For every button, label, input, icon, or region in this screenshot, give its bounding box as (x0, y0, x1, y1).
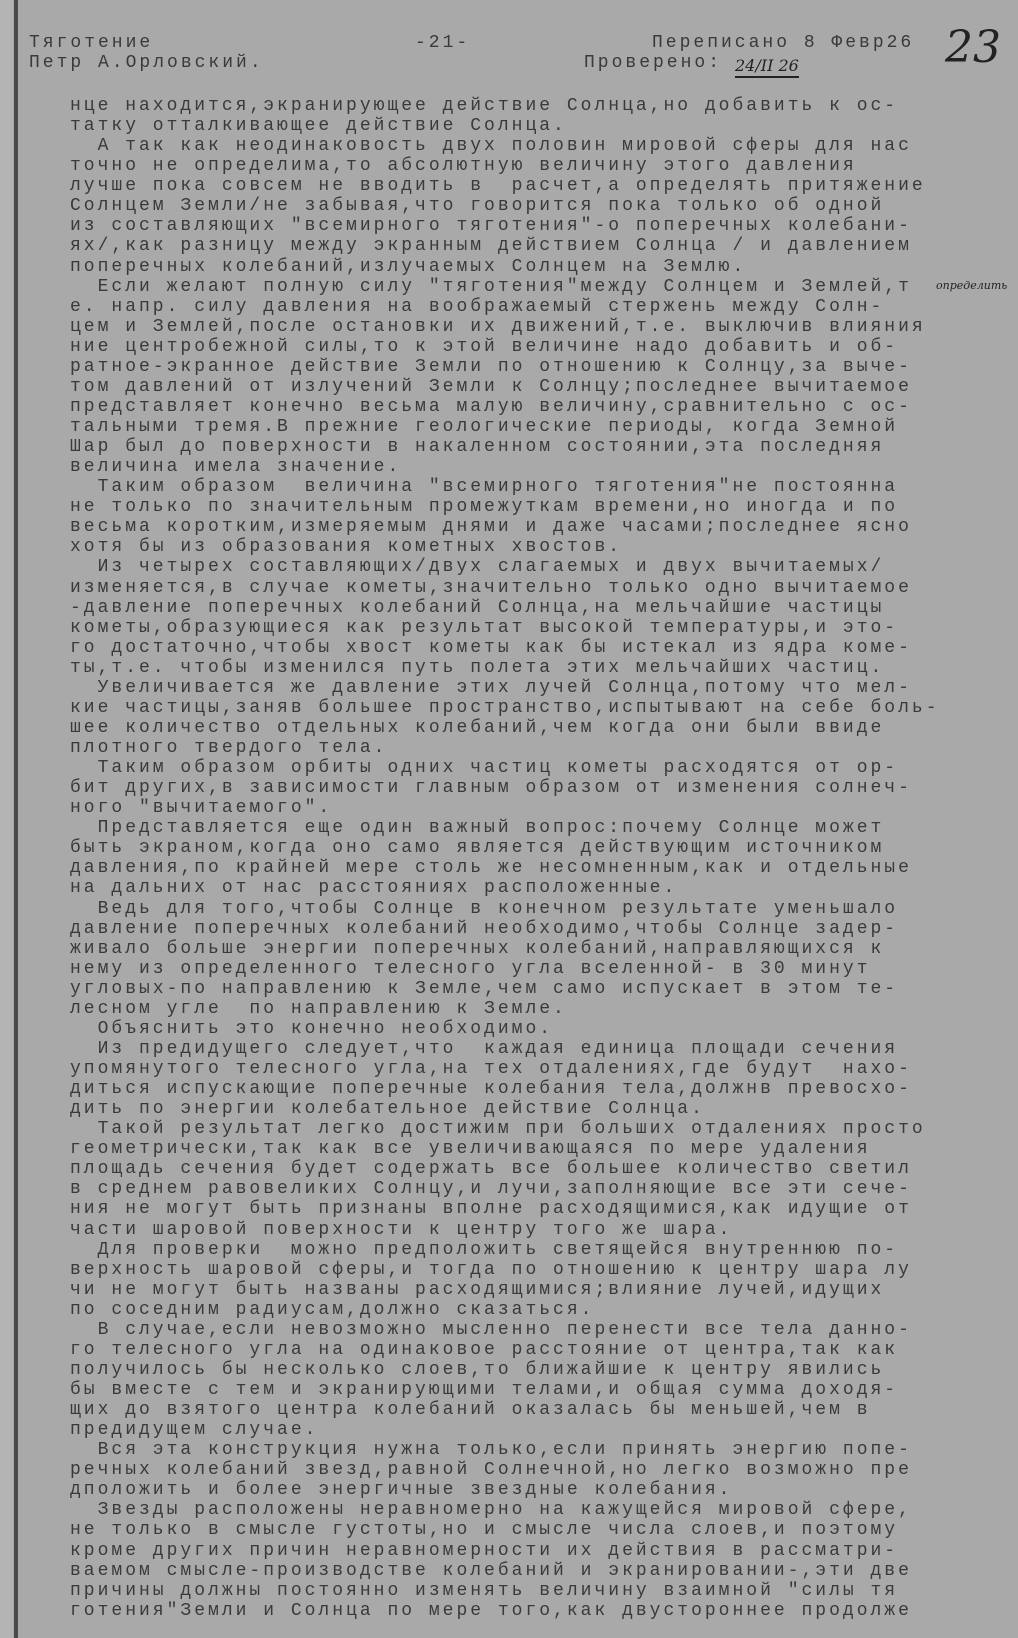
text-line: щих до взятого центра колебаний оказалась бы меньшей,чем в (70, 1400, 871, 1421)
text-line: Ведь для того,чтобы Солнце в конечном результате уменьшало (70, 898, 899, 919)
text-line: не только в смысле густоты,но и смысле числа слоев,и поэтому (70, 1520, 899, 1541)
text-line: угловых-по направлению к Земле,чем само испускает в этом те- (70, 978, 899, 999)
page-edge (0, 0, 13, 1638)
text-line: ного "вычитаемого". (70, 798, 333, 819)
text-line: части шаровой поверхности к центру того же шара. (70, 1219, 733, 1240)
text-line: Таким образом величина "всемирного тяготения"не постоянна (70, 477, 899, 498)
text-line: кие частицы,заняв большее пространство,испытывают на себе боль- (70, 697, 940, 718)
text-line: получилось бы несколько слоев,то ближайшие к центру явились (70, 1359, 885, 1380)
text-line: Солнцем Земли/не забывая,что говорится пока только об одной (70, 196, 885, 217)
text-line: нце находится,экранирующее действие Солнца,но добавить к ос- (70, 96, 899, 116)
text-line: ты,т.е. чтобы изменился путь полета этих мельчайших частиц. (70, 657, 885, 678)
text-line: кометы,образующиеся как результат высокой температуры,и это- (70, 617, 899, 638)
text-line: том давлений от излучений Земли к Солнцу;последнее вычитаемое (70, 376, 912, 397)
text-line: татку отталкивающее действие Солнца. (70, 116, 567, 137)
text-line: го достаточно,чтобы хвост кометы как бы истекал из ядра коме- (70, 637, 912, 658)
text-line: Представляется еще один важный вопрос:почему Солнце может (70, 818, 885, 839)
text-line: представляет конечно весьма малую величину,сравнительно с ос- (70, 396, 912, 417)
text-line: Такой результат легко достижим при больших отдалениях просто (70, 1119, 926, 1140)
text-line: величина имела значение. (70, 457, 402, 478)
text-line: дположить и более энергичные звездные колебания. (70, 1480, 733, 1501)
text-line: ния не могут быть признаны вполне расходящимися,как идущие от (70, 1199, 912, 1220)
copied-date: Переписано 8 Февр26 (652, 33, 915, 53)
text-line: ние центробежной силы,то к этой величине надо добавить и об- (70, 336, 899, 357)
text-line: бит других,в зависимости главным образом от изменения солнеч- (70, 778, 912, 799)
text-line: кроме других причин неравномерности их действия в рассматри- (70, 1540, 899, 1561)
checked-label: Проверено: (584, 53, 723, 73)
text-line: Звезды расположены неравномерно на кажущейся мировой сфере, (70, 1500, 912, 1521)
text-line: дить по энергии колебательное действие Солнца. (70, 1099, 705, 1120)
text-line: хотя бы из образования кометных хвостов. (70, 537, 623, 558)
text-line: площадь сечения будет содержать все большее количество светил (70, 1159, 912, 1180)
text-line: В случае,если невозможно мысленно перенести все тела данно- (70, 1319, 912, 1340)
text-line: быть экраном,когда оно само является действующим источником (70, 838, 885, 859)
text-line: е. напр. силу давления на воображаемый стержень между Солн- (70, 296, 885, 317)
text-line: Шар был до поверхности в накаленном состоянии,эта последняя (70, 437, 885, 458)
text-line: по соседним радиусам,должно сказаться. (70, 1299, 595, 1320)
text-line: речных колебаний звезд,равной Солнечной,но легко возможно пре (70, 1460, 912, 1481)
text-line: цем и Землей,после остановки их движений,т.е. выключив влияния (70, 316, 926, 337)
text-line: Вся эта конструкция нужна только,если принять энергию попе- (70, 1440, 912, 1461)
text-line: чи не могут быть названы расходящимися;влияние лучей,идущих (70, 1279, 885, 1300)
text-line: ратное-экранное действие Земли по отношению к Солнцу,за выче- (70, 356, 912, 377)
text-line: не только по значительным промежуткам времени,но иногда и по (70, 497, 899, 518)
text-line: причины должны постоянно изменять величину взаимной "силы тя (70, 1580, 899, 1601)
text-line: бы вместе с тем и экранирующими телами,и общая сумма доходя- (70, 1380, 899, 1400)
text-line: го телесного угла на одинаковое расстояние от центра,так как (70, 1339, 899, 1360)
text-line: готения"Земли и Солнца по мере того,как двустороннее продолже (70, 1600, 912, 1621)
text-line: давления,по крайней мере столь же несомненным,как и отдельные (70, 858, 912, 879)
text-line: Если желают полную силу "тяготения"между Солнцем и Землей,т (70, 276, 912, 297)
text-line: из составляющих "всемирного тяготения"-о поперечных колебани- (70, 216, 912, 237)
text-line: на дальних от нас расстояниях расположенные. (70, 878, 678, 899)
handwritten-insertion: определить (936, 279, 1008, 292)
text-line: в среднем равовеликих Солнцу,и лучи,заполняющие все эти сече- (70, 1179, 912, 1200)
text-line: Увеличивается же давление этих лучей Солнца,потому что мел- (70, 677, 912, 698)
text-line: плотного твердого тела. (70, 738, 388, 758)
text-line: Из предидущего следует,что каждая единица площади сечения (70, 1038, 899, 1059)
checked-signature: 24/II 26 (735, 56, 799, 78)
author-name: Петр А.Орловский. (29, 53, 264, 73)
text-line: поперечных колебаний,излучаемых Солнцем на Землю. (70, 256, 747, 277)
text-line: -давление поперечных колебаний Солнца,на мельчайшие частицы (70, 597, 885, 618)
text-line: шее количество отдельных колебаний,чем когда они были ввиде (70, 717, 885, 738)
page-number: -21- (415, 33, 471, 53)
text-line: давление поперечных колебаний необходимо,чтобы Солнце задер- (70, 918, 899, 939)
text-line: диться испускающие поперечные колебания тела,должнв превосхо- (70, 1079, 912, 1100)
text-line: нему из определенного телесного угла вселенной- в 30 минут (70, 958, 871, 979)
document-title: Тяготение (29, 33, 154, 53)
text-line: ях/,как разницу между экранным действием Солнца / и давлением (70, 236, 912, 257)
text-line: точно не определима,то абсолютную величину этого давления (70, 156, 857, 177)
text-line: живало больше энергии поперечных колебаний,направляющихся к (70, 938, 885, 959)
text-line: Объяснить это конечно необходимо. (70, 1018, 554, 1039)
text-line: Таким образом орбиты одних частиц кометы расходятся от ор- (70, 758, 899, 779)
text-line: А так как неодинаковость двух половин мировой сферы для нас (70, 136, 912, 157)
text-line: изменяется,в случае кометы,значительно только одно вычитаемое (70, 577, 912, 598)
text-line: ваемом смысле-производстве колебаний и экранировании-,эти две (70, 1560, 912, 1581)
text-line: Из четырех составляющих/двух слагаемых и двух вычитаемых/ (70, 557, 885, 578)
document-body (70, 96, 940, 1621)
text-line: лесном угле по направлению к Земле. (70, 998, 567, 1019)
text-line: тальными тремя.В прежние геологические периоды, когда Земной (70, 417, 899, 437)
text-line: лучше пока совсем не вводить в расчет,а определять притяжение (70, 176, 926, 197)
text-line: геометрически,так как все увеличивающаяся по мере удаления (70, 1139, 871, 1160)
text-line: Для проверки можно предположить светящейся внутреннюю по- (70, 1239, 899, 1260)
text-line: верхность шаровой сферы,и тогда по отношению к центру шара лу (70, 1259, 912, 1280)
text-line: весьма коротким,измеряемым днями и даже часами;последнее ясно (70, 517, 912, 538)
text-line: предидущем случае. (70, 1420, 319, 1441)
sheet-number-handwritten: 23 (945, 22, 1001, 73)
text-line: упомянутого телесного угла,на тех отдалениях,где будут нахо- (70, 1059, 912, 1079)
